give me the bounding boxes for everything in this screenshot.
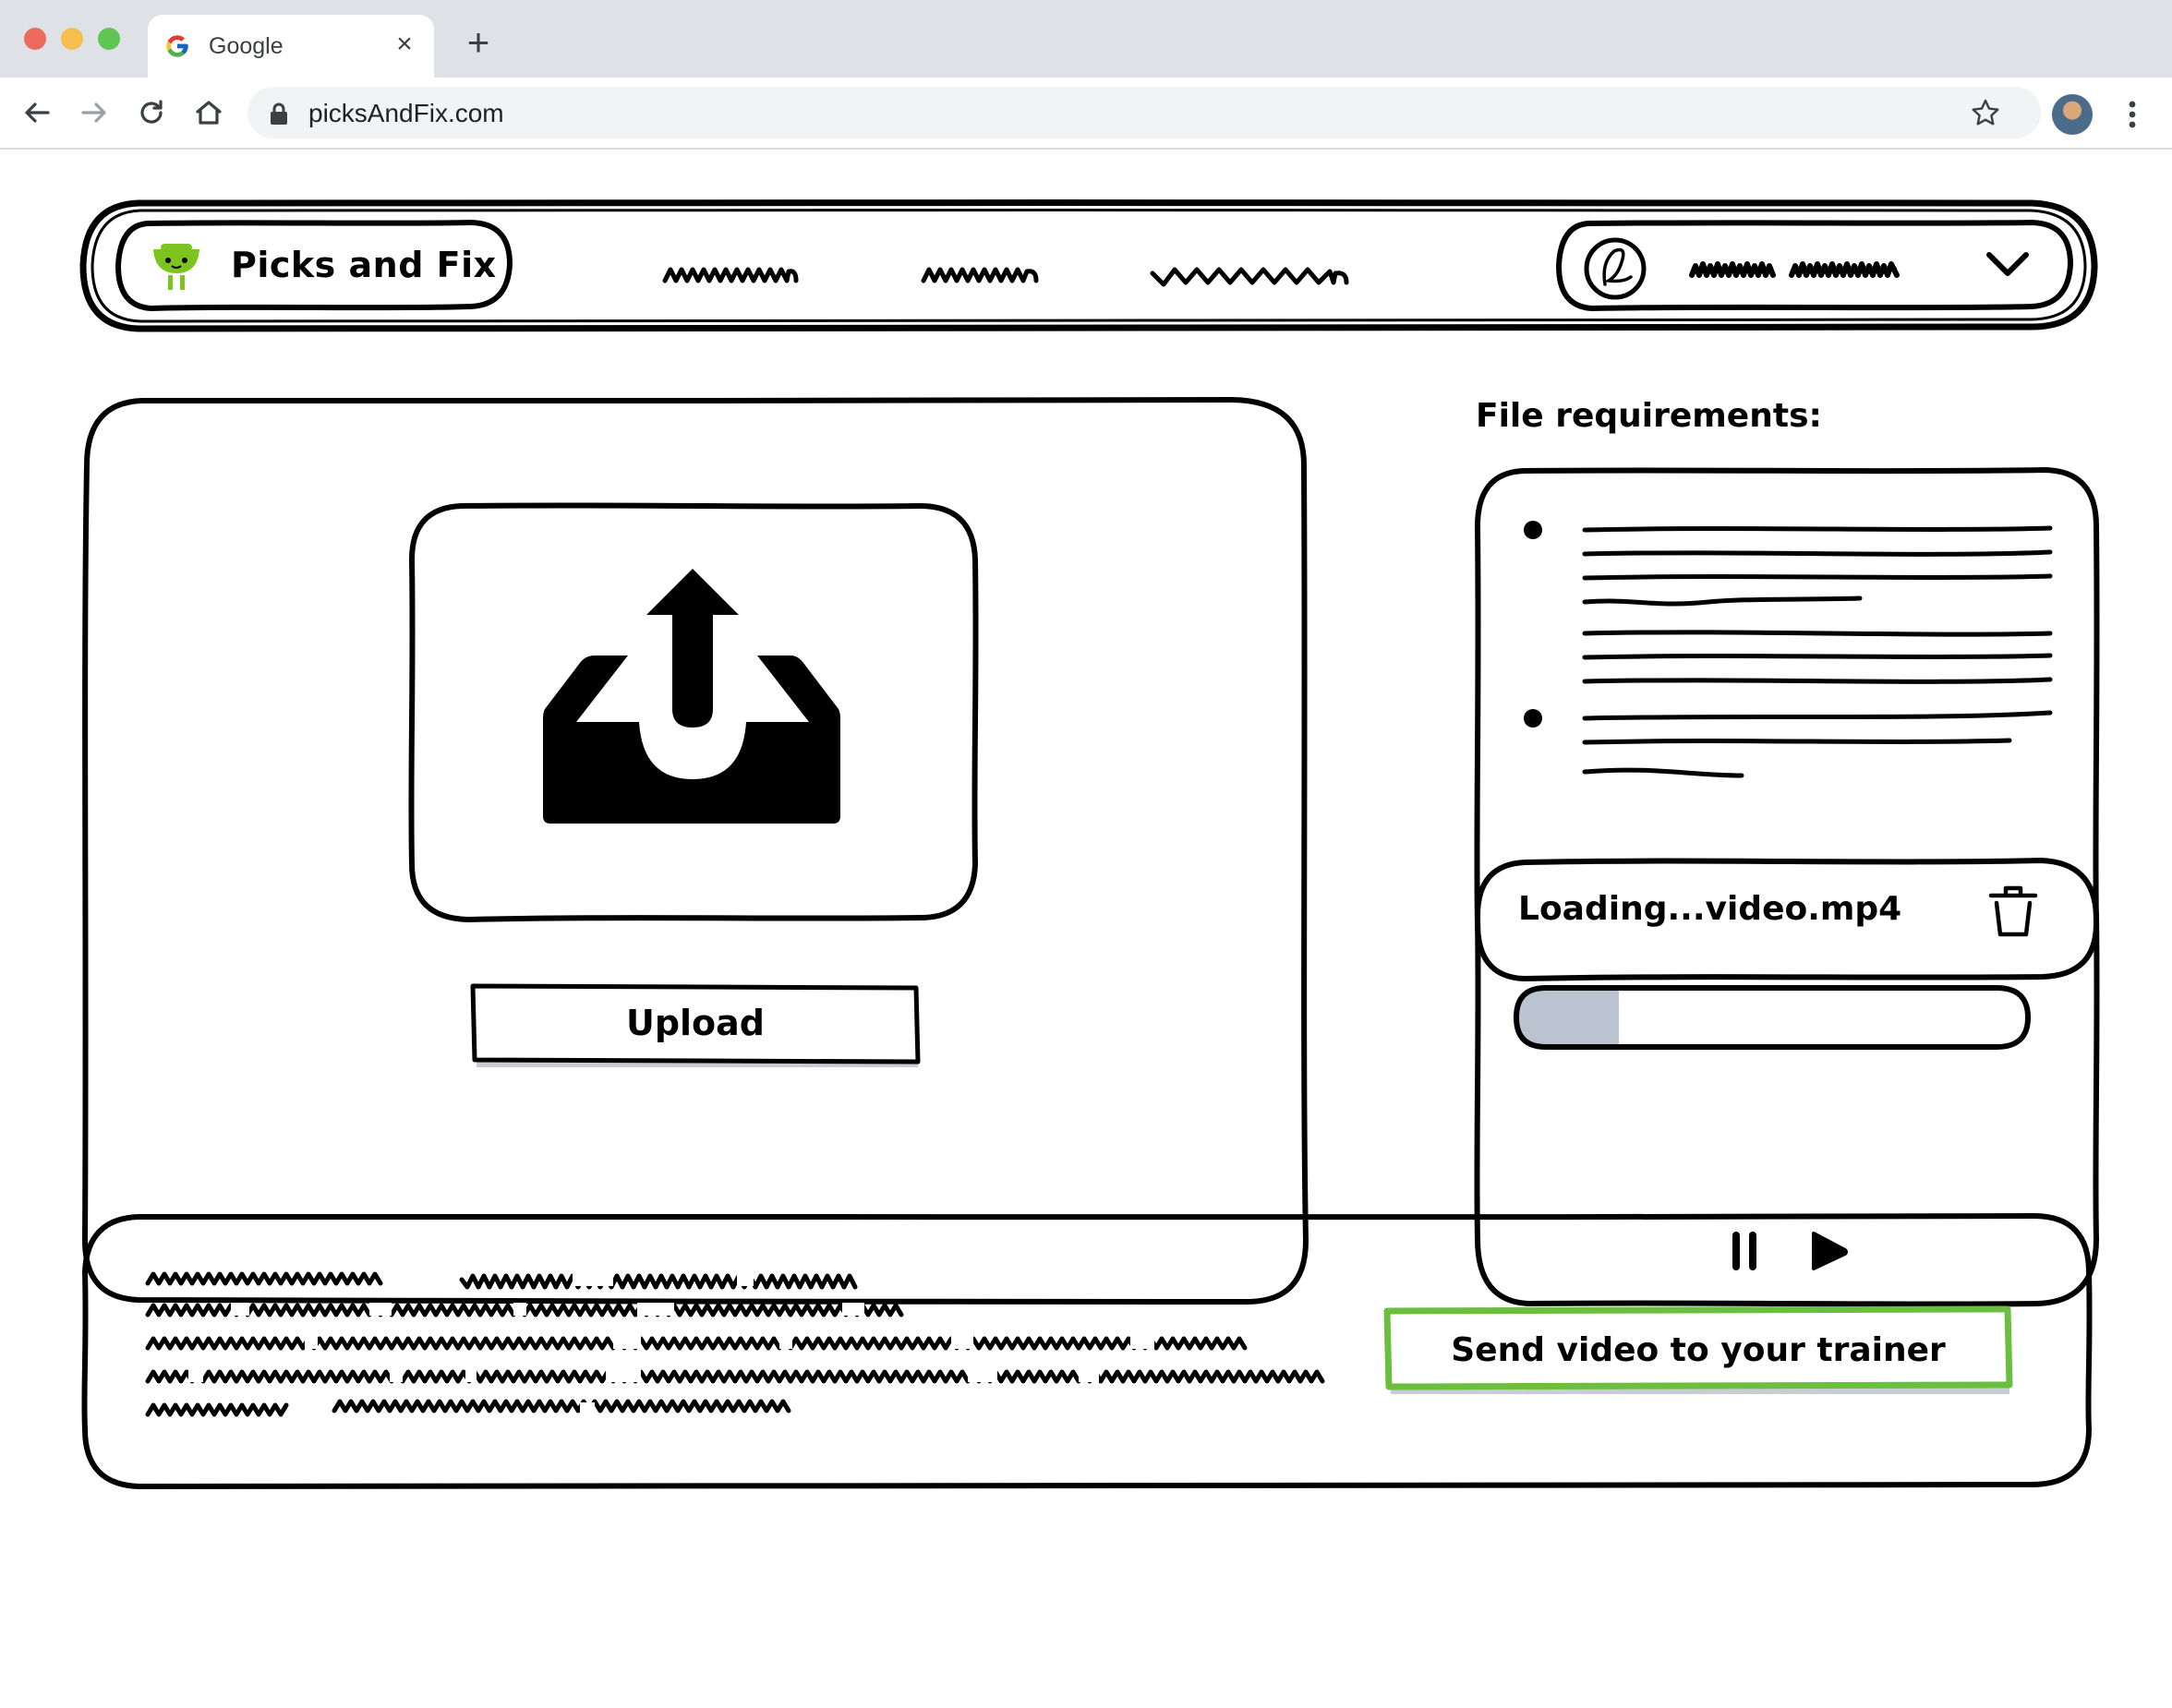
tab-strip [0, 0, 2172, 78]
new-tab-button[interactable]: + [466, 20, 490, 64]
upload-tray-icon [539, 565, 844, 824]
maximize-window-button[interactable] [98, 28, 120, 50]
requirements-title: File requirements: [1476, 397, 1822, 435]
user-avatar-icon[interactable] [1581, 235, 1649, 303]
page-content [0, 150, 2172, 1708]
browser-chrome [0, 0, 2172, 148]
requirement-bullet-1 [1524, 521, 1542, 539]
lock-icon [268, 102, 290, 126]
nav-item-1[interactable] [661, 257, 800, 294]
send-video-button-label[interactable]: Send video to your trainer [1451, 1330, 1946, 1369]
close-window-button[interactable] [24, 28, 46, 50]
tab-title: Google [209, 33, 284, 59]
back-arrow-icon[interactable] [18, 94, 55, 131]
trash-icon[interactable] [1985, 883, 2041, 940]
tab-close-icon[interactable]: × [396, 29, 413, 59]
minimize-window-button[interactable] [61, 28, 83, 50]
progress-bar [1511, 980, 2033, 1054]
chevron-down-icon[interactable] [1984, 246, 2032, 283]
nav-item-2[interactable] [920, 257, 1042, 294]
forward-arrow-icon[interactable] [76, 94, 113, 131]
reload-icon[interactable] [133, 94, 170, 131]
brand-mascot-icon [148, 238, 205, 295]
upload-button-label[interactable]: Upload [625, 1003, 766, 1043]
home-icon[interactable] [190, 94, 227, 131]
address-bar[interactable] [247, 87, 2041, 138]
footer-description-scribble [139, 1267, 1330, 1442]
brand-name[interactable]: Picks and Fix [231, 245, 497, 285]
progress-fill [1516, 988, 1619, 1047]
url-text[interactable]: picksAndFix.com [308, 99, 504, 127]
kebab-menu-icon[interactable] [2118, 96, 2146, 133]
user-name-scribble [1688, 251, 1904, 288]
browser-tab[interactable] [148, 15, 434, 78]
browser-toolbar [0, 78, 2172, 150]
google-favicon-icon [164, 33, 190, 59]
star-icon[interactable] [1971, 98, 2000, 127]
file-name: Loading...video.mp4 [1518, 890, 1902, 928]
requirement-bullet-2 [1524, 709, 1542, 728]
profile-avatar[interactable] [2052, 94, 2093, 135]
nav-item-3[interactable] [1149, 251, 1354, 294]
